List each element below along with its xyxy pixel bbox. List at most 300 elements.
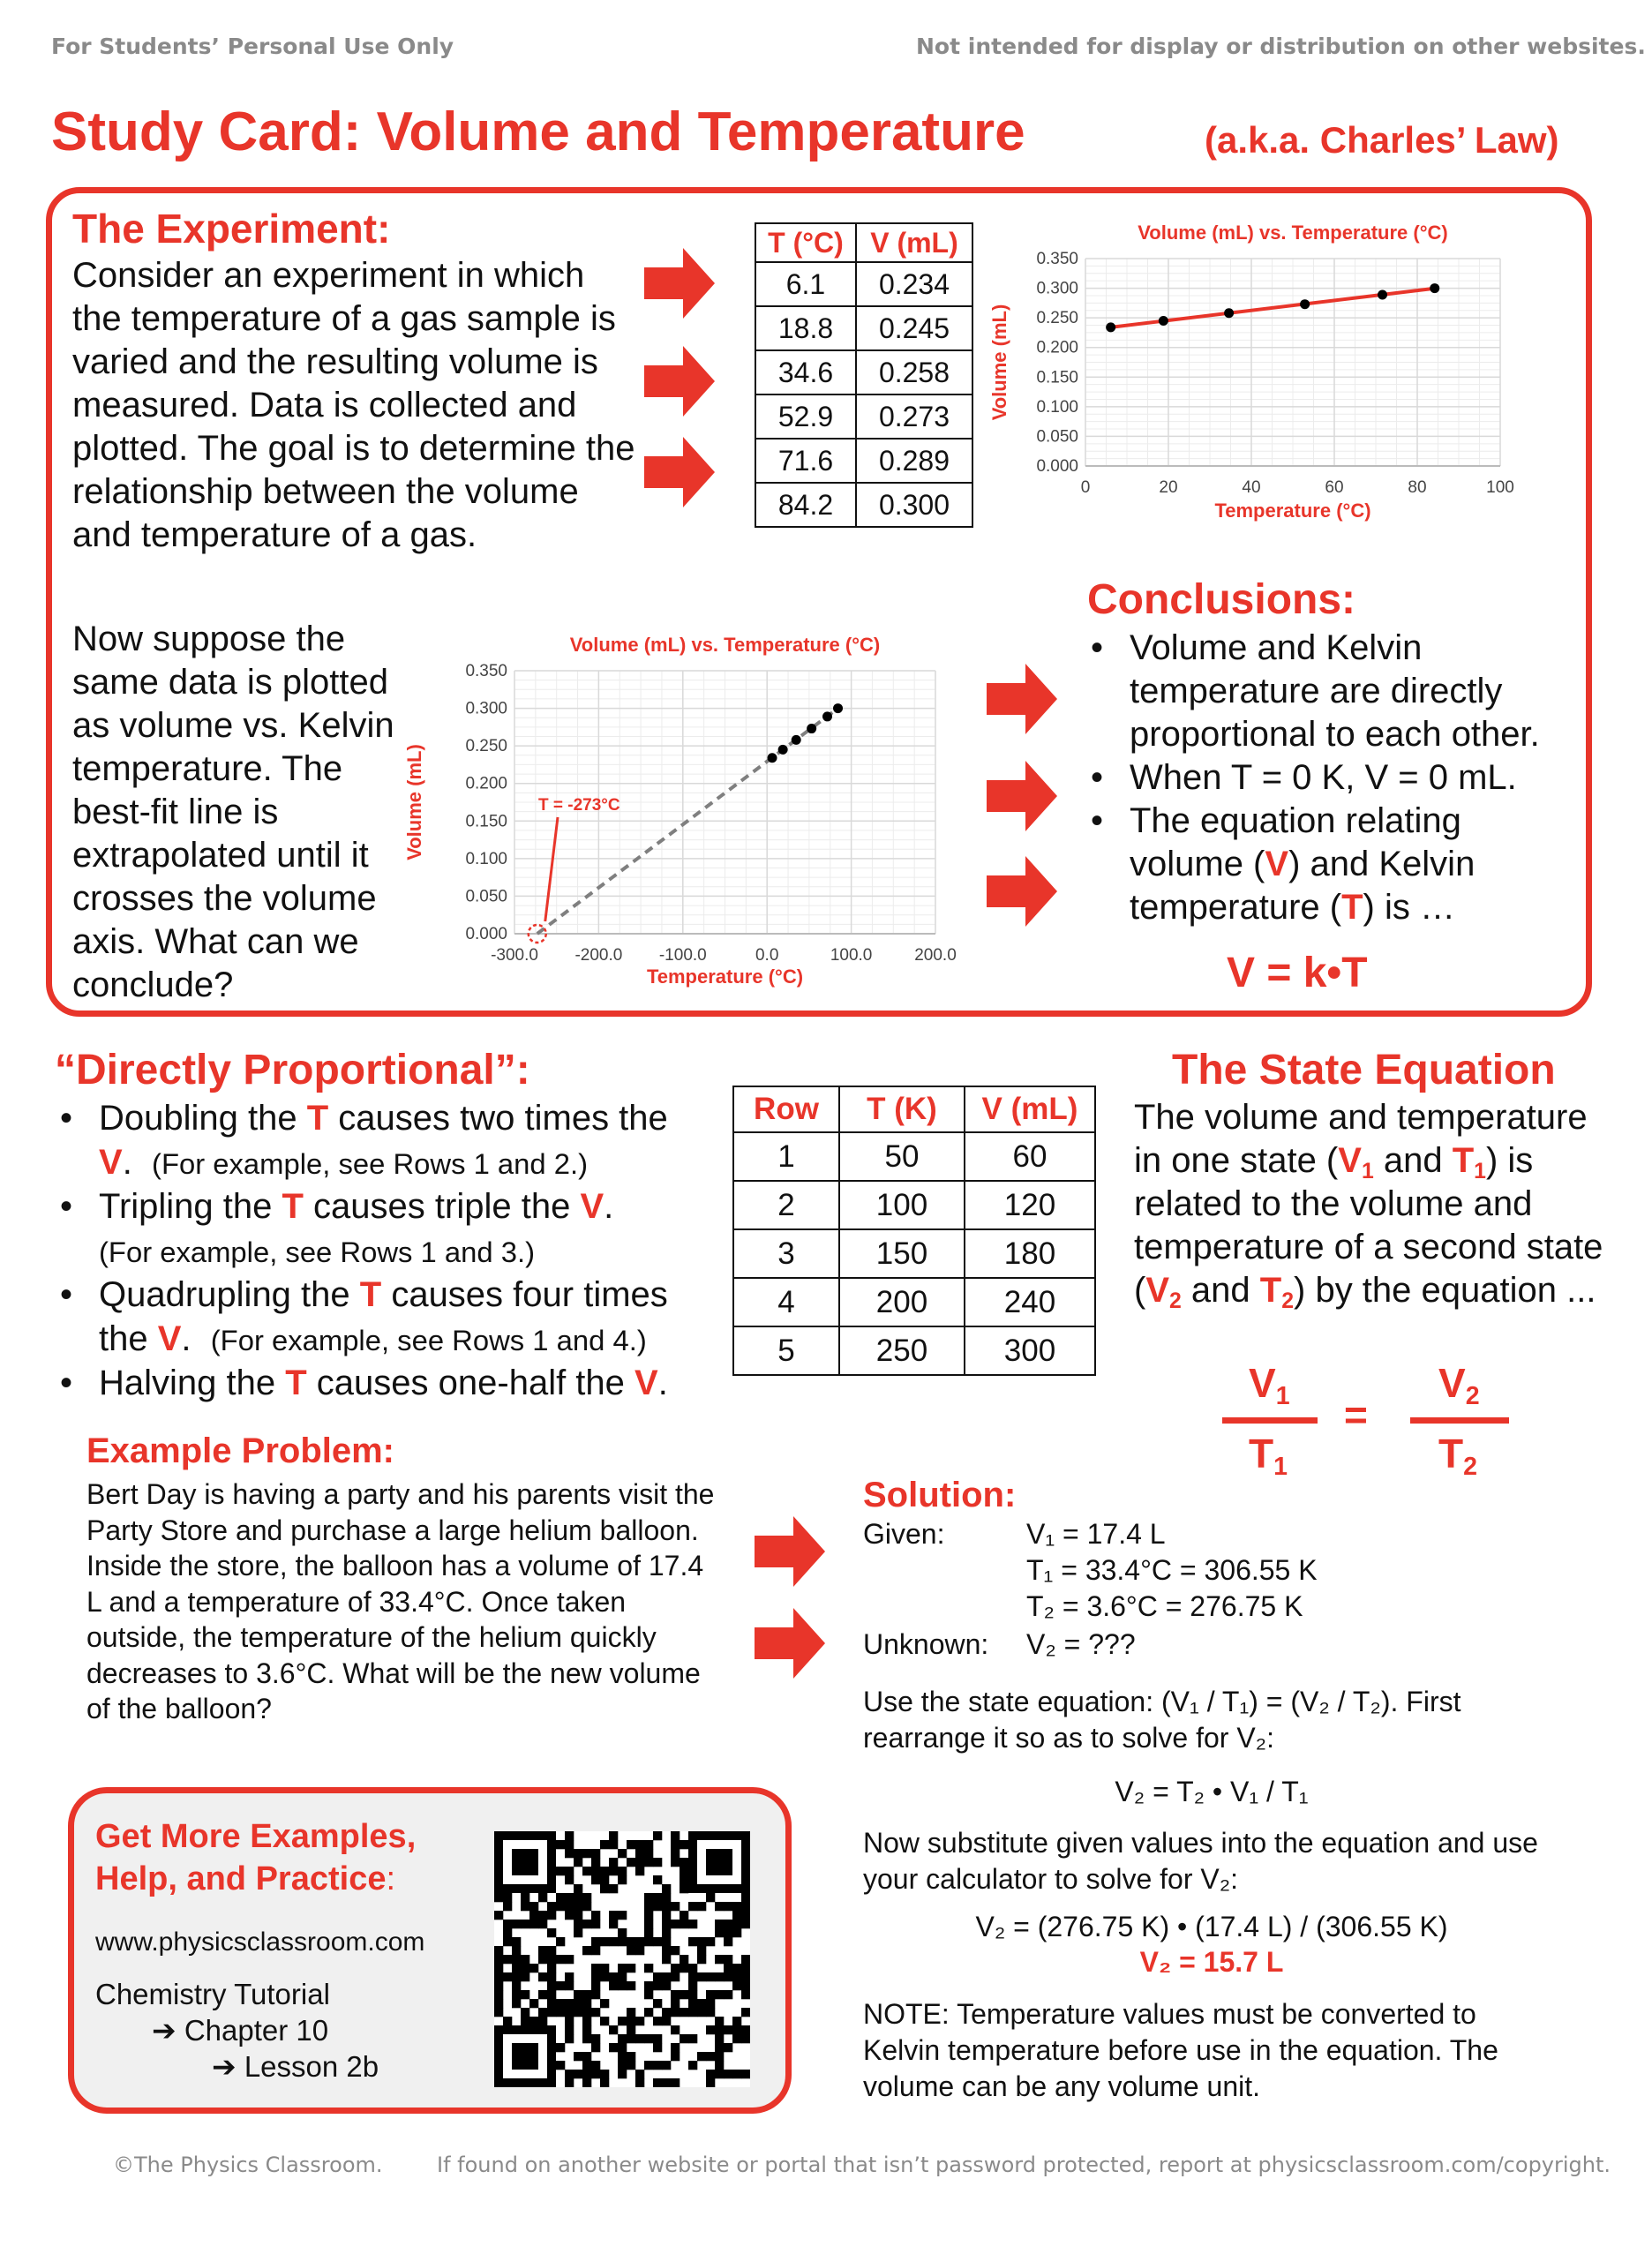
qr-module bbox=[582, 2017, 591, 2025]
table-header: T (K) bbox=[839, 1086, 965, 1132]
qr-module bbox=[547, 1946, 556, 1955]
qr-module bbox=[609, 1937, 618, 1946]
qr-module bbox=[547, 1911, 556, 1920]
conclusion-text: Volume and Kelvin temperature are directly proportional to each other. bbox=[1130, 628, 1540, 754]
qr-module bbox=[741, 1981, 750, 1990]
qr-module bbox=[565, 1902, 574, 1911]
qr-module bbox=[618, 2017, 627, 2025]
list-text: causes one-half the bbox=[306, 1364, 635, 1402]
qr-module bbox=[627, 2034, 635, 2043]
qr-module bbox=[512, 1937, 521, 1946]
qr-module bbox=[574, 1902, 582, 1911]
qr-module bbox=[574, 2070, 582, 2078]
tutorial-label: Chemistry Tutorial bbox=[95, 1978, 330, 2010]
qr-module bbox=[680, 2034, 688, 2043]
footer-report: If found on another website or portal that isn’t password protected, report at physicsclassroom.com/copyright. bbox=[437, 2153, 1611, 2177]
qr-module bbox=[547, 2008, 556, 2017]
qr-module bbox=[600, 1867, 609, 1875]
qr-module bbox=[582, 1849, 591, 1858]
symbol-v: V bbox=[157, 1319, 182, 1358]
table-cell: 0.258 bbox=[856, 350, 972, 394]
qr-module bbox=[662, 1946, 671, 1955]
qr-module bbox=[565, 1972, 574, 1981]
qr-module bbox=[556, 1902, 565, 1911]
qr-module bbox=[741, 1902, 750, 1911]
table-header: T (°C) bbox=[755, 223, 856, 262]
qr-module bbox=[529, 1911, 538, 1920]
qr-module bbox=[680, 1920, 688, 1928]
qr-module bbox=[724, 1964, 732, 1972]
arrow-icon bbox=[644, 248, 715, 319]
experiment-heading: The Experiment: bbox=[72, 206, 391, 252]
x-tick-label: -200.0 bbox=[574, 946, 623, 965]
qr-module bbox=[521, 1955, 529, 1964]
qr-module bbox=[600, 1840, 609, 1849]
qr-module bbox=[688, 1999, 697, 2008]
qr-module bbox=[547, 1902, 556, 1911]
qr-finder bbox=[512, 2043, 538, 2070]
qr-module bbox=[600, 1999, 609, 2008]
qr-module bbox=[680, 1858, 688, 1867]
right-arrow-icon: ➔ bbox=[212, 2050, 237, 2083]
given-v1: V₁ = 17.4 L bbox=[1026, 1518, 1166, 1550]
qr-module bbox=[732, 2034, 741, 2043]
qr-module bbox=[521, 1893, 529, 1902]
table-cell: 3 bbox=[733, 1229, 839, 1278]
qr-module bbox=[706, 2008, 715, 2017]
qr-module bbox=[494, 1955, 503, 1964]
qr-module bbox=[565, 1831, 574, 1840]
qr-module bbox=[600, 1972, 609, 1981]
x-tick-label: 0.0 bbox=[755, 946, 779, 965]
list-item bbox=[1084, 756, 1578, 800]
qr-module bbox=[741, 2070, 750, 2078]
qr-module bbox=[618, 2034, 627, 2043]
qr-module bbox=[644, 1920, 653, 1928]
qr-module bbox=[582, 2025, 591, 2034]
qr-module bbox=[688, 2061, 697, 2070]
symbol-v: V bbox=[1338, 1141, 1362, 1180]
right-arrow-icon: ➔ bbox=[152, 2014, 176, 2047]
qr-module bbox=[671, 1999, 680, 2008]
qr-module bbox=[706, 1999, 715, 2008]
qr-module bbox=[644, 1849, 653, 1858]
calculation: V₂ = (276.75 K) • (17.4 L) / (306.55 K) bbox=[975, 1911, 1448, 1942]
qr-module bbox=[538, 1990, 547, 1999]
y-tick-label: 0.000 bbox=[1036, 457, 1078, 476]
qr-module bbox=[591, 1946, 600, 1955]
substitute-text: Now substitute given values into the equation and use your calculator to solve for V₂: bbox=[863, 1827, 1538, 1895]
qr-module bbox=[609, 1972, 618, 1981]
qr-module bbox=[547, 1928, 556, 1937]
qr-module bbox=[556, 1999, 565, 2008]
header-right: Not intended for display or distribution on other websites. bbox=[916, 34, 1646, 59]
qr-module bbox=[538, 1955, 547, 1964]
list-text: . bbox=[604, 1187, 614, 1226]
qr-module bbox=[521, 2017, 529, 2025]
table-cell: 150 bbox=[839, 1229, 965, 1278]
qr-module bbox=[741, 1893, 750, 1902]
table-cell: 240 bbox=[965, 1278, 1095, 1326]
y-tick-label: 0.000 bbox=[465, 925, 507, 943]
qr-module bbox=[724, 2025, 732, 2034]
qr-module bbox=[600, 1937, 609, 1946]
qr-module bbox=[653, 1999, 662, 2008]
qr-module bbox=[494, 1946, 503, 1955]
qr-module bbox=[680, 1884, 688, 1893]
qr-module bbox=[591, 1990, 600, 1999]
y-tick-label: 0.200 bbox=[465, 774, 507, 793]
qr-module bbox=[688, 1990, 697, 1999]
page-title: Study Card: Volume and Temperature bbox=[51, 101, 1025, 162]
qr-module bbox=[627, 2061, 635, 2070]
qr-module bbox=[697, 1999, 706, 2008]
qr-module bbox=[644, 1981, 653, 1990]
qr-module bbox=[741, 2025, 750, 2034]
qr-module bbox=[644, 1990, 653, 1999]
qr-module bbox=[732, 1928, 741, 1937]
fraction-bar bbox=[1222, 1417, 1318, 1424]
qr-module bbox=[600, 1884, 609, 1893]
table-cell: 300 bbox=[965, 1326, 1095, 1375]
qr-module bbox=[582, 1920, 591, 1928]
qr-module bbox=[715, 1928, 724, 1937]
symbol-t: T bbox=[1259, 1271, 1282, 1310]
example-text: Bert Day is having a party and his parents visit the Party Store and purchase a large helium balloon. Inside the store, the balloon has a volume of 17.4 L and a temperature of 33.4°C. Once taken outside, the temperature of the helium quickly decreases to 3.6°C. What will be the new volume of the balloon? bbox=[86, 1478, 715, 1724]
qr-module bbox=[706, 1937, 715, 1946]
direct-heading: “Directly Proportional”: bbox=[55, 1047, 530, 1093]
list-item bbox=[53, 1097, 706, 1185]
qr-module bbox=[706, 1893, 715, 1902]
list-text: Halving the bbox=[99, 1364, 286, 1402]
answer: V₂ = 15.7 L bbox=[1139, 1946, 1284, 1978]
symbol-t: T bbox=[285, 1364, 307, 1402]
qr-module bbox=[680, 1867, 688, 1875]
symbol-t: T bbox=[1341, 888, 1363, 927]
qr-module bbox=[591, 2034, 600, 2043]
kelvin-chart bbox=[402, 628, 1010, 999]
y-tick-label: 0.300 bbox=[1036, 279, 1078, 298]
qr-module bbox=[609, 1858, 618, 1867]
y-tick-label: 0.100 bbox=[465, 849, 507, 868]
list-item bbox=[1084, 627, 1578, 756]
lesson-text: Lesson 2b bbox=[244, 2050, 379, 2083]
data-point bbox=[1224, 308, 1234, 318]
qr-module bbox=[697, 1902, 706, 1911]
state-equation bbox=[1218, 1359, 1518, 1483]
qr-module bbox=[512, 1999, 521, 2008]
qr-module bbox=[494, 1981, 503, 1990]
x-tick-label: 200.0 bbox=[914, 946, 957, 965]
qr-module bbox=[653, 2034, 662, 2043]
conclusion-text: The equation relating volume ( bbox=[1130, 801, 1461, 883]
qr-module bbox=[618, 1928, 627, 1937]
kelvin-table bbox=[732, 1086, 1096, 1376]
qr-module bbox=[697, 1946, 706, 1955]
qr-module bbox=[688, 1964, 697, 1972]
conclusions-list bbox=[1084, 627, 1578, 929]
symbol-v: V bbox=[1145, 1271, 1170, 1310]
qr-module bbox=[529, 1920, 538, 1928]
qr-module bbox=[591, 1875, 600, 1884]
qr-module bbox=[688, 1902, 697, 1911]
qr-module bbox=[591, 2008, 600, 2017]
header-left: For Students’ Personal Use Only bbox=[51, 34, 454, 59]
qr-module bbox=[565, 1849, 574, 1858]
state-heading: The State Equation bbox=[1172, 1047, 1556, 1093]
qr-module bbox=[662, 1972, 671, 1981]
more-heading bbox=[95, 1815, 416, 1900]
x-tick-label: 20 bbox=[1159, 478, 1178, 497]
annotation-label: T = -273°C bbox=[538, 796, 620, 815]
arrow-icon bbox=[644, 437, 715, 507]
list-text: Tripling the bbox=[99, 1187, 282, 1226]
qr-module bbox=[680, 1875, 688, 1884]
qr-module bbox=[706, 1972, 715, 1981]
y-tick-label: 0.050 bbox=[465, 887, 507, 906]
state-text-part: The volume and temperature in one state ( bbox=[1134, 1098, 1588, 1180]
qr-module bbox=[662, 2017, 671, 2025]
qr-module bbox=[732, 2017, 741, 2025]
subscript: 2 bbox=[1281, 1289, 1295, 1313]
footer-copyright: ©The Physics Classroom. bbox=[113, 2153, 383, 2177]
qr-module bbox=[653, 1875, 662, 1884]
qr-module bbox=[591, 1867, 600, 1875]
qr-module bbox=[494, 1972, 503, 1981]
qr-module bbox=[644, 1858, 653, 1867]
qr-module bbox=[671, 1840, 680, 1849]
x-axis-label: Temperature (°C) bbox=[646, 965, 804, 988]
qr-module bbox=[618, 1981, 627, 1990]
subscript: 1 bbox=[1474, 1159, 1486, 1183]
qr-module bbox=[565, 1981, 574, 1990]
qr-module bbox=[635, 1840, 644, 1849]
arrow-icon bbox=[755, 1608, 825, 1679]
qr-module bbox=[635, 1849, 644, 1858]
qr-module bbox=[627, 1840, 635, 1849]
qr-module bbox=[574, 2008, 582, 2017]
qr-module bbox=[627, 2025, 635, 2034]
qr-module bbox=[618, 1964, 627, 1972]
data-point bbox=[792, 735, 801, 745]
qr-module bbox=[662, 1955, 671, 1964]
experiment-text: Consider an experiment in which the temperature of a gas sample is varied and the resulting volume is measured. Data is collected and plotted. The goal is to determine the relationship between the volume and temperature of a gas. bbox=[72, 256, 635, 554]
qr-module bbox=[618, 2043, 627, 2052]
qr-module bbox=[635, 2070, 644, 2078]
qr-module bbox=[503, 1937, 512, 1946]
qr-module bbox=[706, 1990, 715, 1999]
qr-module bbox=[662, 1893, 671, 1902]
qr-module bbox=[556, 1840, 565, 1849]
qr-module bbox=[591, 1972, 600, 1981]
more-heading-line: Help, and Practice bbox=[95, 1860, 387, 1897]
equals-sign: = bbox=[1344, 1392, 1368, 1438]
qr-module bbox=[671, 1972, 680, 1981]
qr-module bbox=[538, 1972, 547, 1981]
state-text bbox=[1134, 1096, 1611, 1312]
qr-module bbox=[529, 1999, 538, 2008]
lesson-label bbox=[212, 2049, 379, 2084]
qr-module bbox=[565, 1840, 574, 1849]
arrow-icon bbox=[755, 1516, 825, 1587]
qr-module bbox=[724, 1920, 732, 1928]
qr-module bbox=[653, 1981, 662, 1990]
y-tick-label: 0.300 bbox=[465, 699, 507, 718]
qr-module bbox=[706, 2070, 715, 2078]
qr-module bbox=[556, 1937, 565, 1946]
qr-module bbox=[662, 1981, 671, 1990]
rearranged-equation: V₂ = T₂ • V₁ / T₁ bbox=[1115, 1776, 1309, 1807]
qr-module bbox=[741, 1920, 750, 1928]
data-point bbox=[1378, 289, 1387, 299]
qr-module bbox=[494, 2008, 503, 2017]
chapter-text: Chapter 10 bbox=[184, 2014, 329, 2047]
qr-module bbox=[600, 2070, 609, 2078]
qr-module bbox=[671, 1990, 680, 1999]
conclusion-text: ) is … bbox=[1363, 888, 1455, 927]
qr-module bbox=[494, 1990, 503, 1999]
denominator-t1: T1 bbox=[1249, 1431, 1288, 1481]
qr-module bbox=[627, 1964, 635, 1972]
qr-module bbox=[494, 1964, 503, 1972]
qr-module bbox=[582, 2061, 591, 2070]
qr-module bbox=[618, 2061, 627, 2070]
qr-module bbox=[662, 2008, 671, 2017]
qr-module bbox=[574, 1928, 582, 1937]
table-cell: 120 bbox=[965, 1181, 1095, 1229]
list-text: causes two times the bbox=[328, 1099, 668, 1138]
list-text: . bbox=[122, 1142, 132, 1182]
qr-module bbox=[627, 2008, 635, 2017]
qr-module bbox=[582, 1990, 591, 1999]
qr-module bbox=[715, 1972, 724, 1981]
use-equation-text: Use the state equation: (V₁ / T₁) = (V₂ / T₂). First rearrange it so as to solve for V₂: bbox=[863, 1686, 1461, 1754]
qr-module bbox=[609, 1884, 618, 1893]
qr-module bbox=[565, 2034, 574, 2043]
qr-module bbox=[662, 1911, 671, 1920]
qr-module bbox=[582, 2078, 591, 2087]
table-cell: 18.8 bbox=[755, 306, 856, 350]
qr-module bbox=[503, 1955, 512, 1964]
list-item bbox=[1084, 800, 1578, 929]
qr-module bbox=[600, 2078, 609, 2087]
qr-module bbox=[680, 1955, 688, 1964]
x-tick-label: -300.0 bbox=[491, 946, 538, 965]
qr-module bbox=[521, 2008, 529, 2017]
qr-module bbox=[671, 1902, 680, 1911]
table-header: Row bbox=[733, 1086, 839, 1132]
qr-module bbox=[662, 1884, 671, 1893]
solution-heading: Solution: bbox=[863, 1476, 1017, 1514]
table-cell: 1 bbox=[733, 1132, 839, 1181]
x-tick-label: 60 bbox=[1325, 478, 1344, 497]
table-cell: 52.9 bbox=[755, 394, 856, 439]
qr-module bbox=[732, 1902, 741, 1911]
table-header: V (mL) bbox=[965, 1086, 1095, 1132]
qr-module bbox=[547, 1955, 556, 1964]
numerator-v1: V1 bbox=[1249, 1360, 1290, 1410]
qr-module bbox=[732, 1911, 741, 1920]
qr-module bbox=[724, 1990, 732, 1999]
qr-module bbox=[644, 1893, 653, 1902]
qr-module bbox=[653, 1893, 662, 1902]
qr-module bbox=[741, 1990, 750, 1999]
qr-module bbox=[671, 2025, 680, 2034]
qr-module bbox=[565, 1999, 574, 2008]
qr-module bbox=[521, 1990, 529, 1999]
chapter-label bbox=[152, 2013, 328, 2047]
qr-module bbox=[715, 2052, 724, 2061]
qr-module bbox=[512, 1981, 521, 1990]
qr-module bbox=[556, 2043, 565, 2052]
y-tick-label: 0.250 bbox=[465, 737, 507, 756]
conclusion-text: ) and Kelvin temperature ( bbox=[1130, 845, 1476, 927]
y-tick-label: 0.050 bbox=[1036, 427, 1078, 447]
qr-module bbox=[512, 1920, 521, 1928]
y-tick-label: 0.350 bbox=[1036, 250, 1078, 268]
conclusion-text: When T = 0 K, V = 0 mL. bbox=[1130, 758, 1517, 797]
qr-module bbox=[715, 2017, 724, 2025]
qr-module bbox=[565, 1893, 574, 1902]
list-text: . bbox=[657, 1364, 668, 1402]
aka-subtitle: (a.k.a. Charles’ Law) bbox=[1205, 119, 1559, 161]
qr-module bbox=[671, 1831, 680, 1840]
symbol-v: V bbox=[99, 1142, 123, 1182]
qr-module bbox=[671, 2008, 680, 2017]
qr-module bbox=[732, 2070, 741, 2078]
qr-module bbox=[724, 1972, 732, 1981]
qr-module bbox=[635, 1858, 644, 1867]
qr-module bbox=[618, 1849, 627, 1858]
state-text-part: and bbox=[1181, 1271, 1260, 1310]
qr-module bbox=[653, 1937, 662, 1946]
list-text: Quadrupling the bbox=[99, 1275, 360, 1314]
table-header: V (mL) bbox=[856, 223, 972, 262]
qr-module bbox=[653, 2078, 662, 2087]
qr-module bbox=[653, 1972, 662, 1981]
qr-module bbox=[627, 1858, 635, 1867]
qr-module bbox=[574, 1849, 582, 1858]
qr-module bbox=[503, 1893, 512, 1902]
list-text: causes four times the bbox=[99, 1275, 668, 1358]
qr-module bbox=[697, 2008, 706, 2017]
subscript: 1 bbox=[1361, 1159, 1374, 1183]
qr-module bbox=[724, 1937, 732, 1946]
state-text-part: and bbox=[1373, 1141, 1453, 1180]
website-link[interactable]: www.physicsclassroom.com bbox=[95, 1927, 425, 1957]
qr-module bbox=[688, 1972, 697, 1981]
x-tick-label: 100.0 bbox=[830, 946, 873, 965]
qr-module bbox=[565, 1955, 574, 1964]
qr-module bbox=[512, 1964, 521, 1972]
qr-code-icon[interactable] bbox=[494, 1831, 750, 2087]
example-heading: Example Problem: bbox=[86, 1431, 395, 1470]
direct-list bbox=[53, 1097, 706, 1406]
qr-module bbox=[503, 1920, 512, 1928]
list-item bbox=[53, 1274, 706, 1362]
qr-module bbox=[697, 1955, 706, 1964]
denominator-t2: T2 bbox=[1438, 1431, 1477, 1481]
qr-module bbox=[662, 1928, 671, 1937]
qr-module bbox=[582, 1867, 591, 1875]
qr-module bbox=[591, 1920, 600, 1928]
y-tick-label: 0.100 bbox=[1036, 397, 1078, 417]
state-text-part: ) is related to the volume and temperature of a second state ( bbox=[1134, 1141, 1603, 1310]
y-axis-label: Volume (mL) bbox=[403, 744, 425, 860]
qr-module bbox=[715, 1990, 724, 1999]
table-cell: 60 bbox=[965, 1132, 1095, 1181]
qr-module bbox=[591, 1849, 600, 1858]
